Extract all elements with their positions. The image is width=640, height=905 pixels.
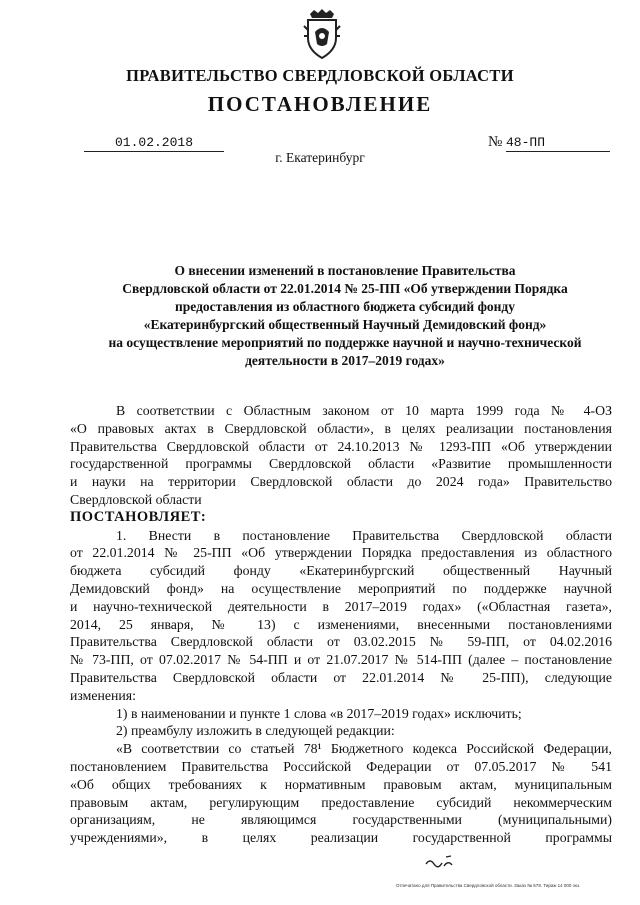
body-line: 1) в наименовании и пункте 1 слова «в 2017–2019 годах» исключить; — [116, 705, 522, 721]
body-line: № 73-ПП, от 07.02.2017 № 54-ПП и от 21.07.2017 № 514-ПП (далее – постановление — [70, 652, 612, 668]
document-number: 48-ПП — [506, 135, 610, 152]
body-line: Демидовский фонд» на осуществление мероприятий по поддержке научной — [70, 580, 612, 596]
document-body — [70, 402, 612, 847]
body-line: «О правовых актах в Свердловской области», в целях реализации постановления — [70, 420, 612, 436]
resolves-heading: ПОСТАНОВЛЯЕТ: — [70, 508, 207, 525]
body-line: Правительства Свердловской области от 24.10.2013 № 1293-ПП «Об утверждении — [70, 438, 612, 454]
title-line: Свердловской области от 22.01.2014 № 25-ПП «Об утверждении Порядка — [122, 281, 568, 296]
government-name: ПРАВИТЕЛЬСТВО СВЕРДЛОВСКОЙ ОБЛАСТИ — [126, 66, 514, 85]
city: г. Екатеринбург — [275, 150, 365, 165]
title-line: деятельности в 2017–2019 годах» — [245, 353, 445, 368]
document-date: 01.02.2018 — [84, 135, 224, 152]
title-line: О внесении изменений в постановление Правительства — [174, 263, 516, 278]
title-line: на осуществление мероприятий по поддержке научной и научно-технической — [108, 335, 582, 350]
document-title — [60, 262, 630, 370]
body-line: постановлением Правительства Российской Федерации от 07.05.2017 № 541 — [70, 758, 612, 774]
body-line: «В соответствии со статьей 78¹ Бюджетного кодекса Российской Федерации, — [116, 741, 612, 757]
body-line: В соответствии с Областным законом от 10 марта 1999 года № 4-ОЗ — [116, 403, 612, 418]
body-line: учреждениями», в целях реализации государственной программы — [70, 830, 612, 846]
body-line: Свердловской области — [70, 491, 202, 507]
body-line: и научно-технической деятельности в 2017–2019 годах» («Областная газета», — [70, 598, 612, 614]
document-type: ПОСТАНОВЛЕНИЕ — [207, 92, 433, 116]
body-line: 2) преамбулу изложить в следующей редакции: — [116, 723, 395, 739]
body-line: бюджета субсидий фонду «Екатеринбургский общественный Научный — [70, 563, 612, 579]
body-line: 2014, 25 января, № 13) с изменениями, внесенными постановлениями — [70, 616, 612, 632]
body-line: Правительства Свердловской области от 22.01.2014 № 25-ПП), следующие — [70, 669, 612, 685]
coat-of-arms-icon — [302, 8, 342, 60]
body-line: от 22.01.2014 № 25-ПП «Об утверждении Порядка предоставления из областного — [70, 545, 612, 561]
body-line: «Об общих требованиях к нормативным правовым актам, муниципальным — [70, 776, 612, 792]
body-line: и науки на территории Свердловской области до 2024 года» Правительство — [70, 474, 612, 490]
initials-mark-icon — [424, 854, 456, 870]
number-sign: № — [488, 134, 503, 150]
print-footer: Отпечатано для Правительства Свердловской области. Заказ № 578. Тираж 14 000 экз. — [396, 883, 581, 888]
body-line: 1. Внести в постановление Правительства Свердловской области — [116, 527, 612, 543]
body-line: изменения: — [70, 687, 136, 703]
body-line: Правительства Свердловской области от 03.02.2015 № 59-ПП, от 04.02.2016 — [70, 634, 612, 650]
body-line: организациям, не являющимся государственными (муниципальными) — [70, 812, 612, 828]
title-line: «Екатеринбургский общественный Научный Демидовский фонд» — [143, 317, 547, 332]
title-line: предоставления из областного бюджета субсидий фонду — [174, 299, 516, 314]
body-line: государственной программы Свердловской области «Развитие промышленности — [70, 456, 612, 472]
body-line: правовым актам, регулирующим предоставление субсидий некоммерческим — [70, 794, 612, 810]
